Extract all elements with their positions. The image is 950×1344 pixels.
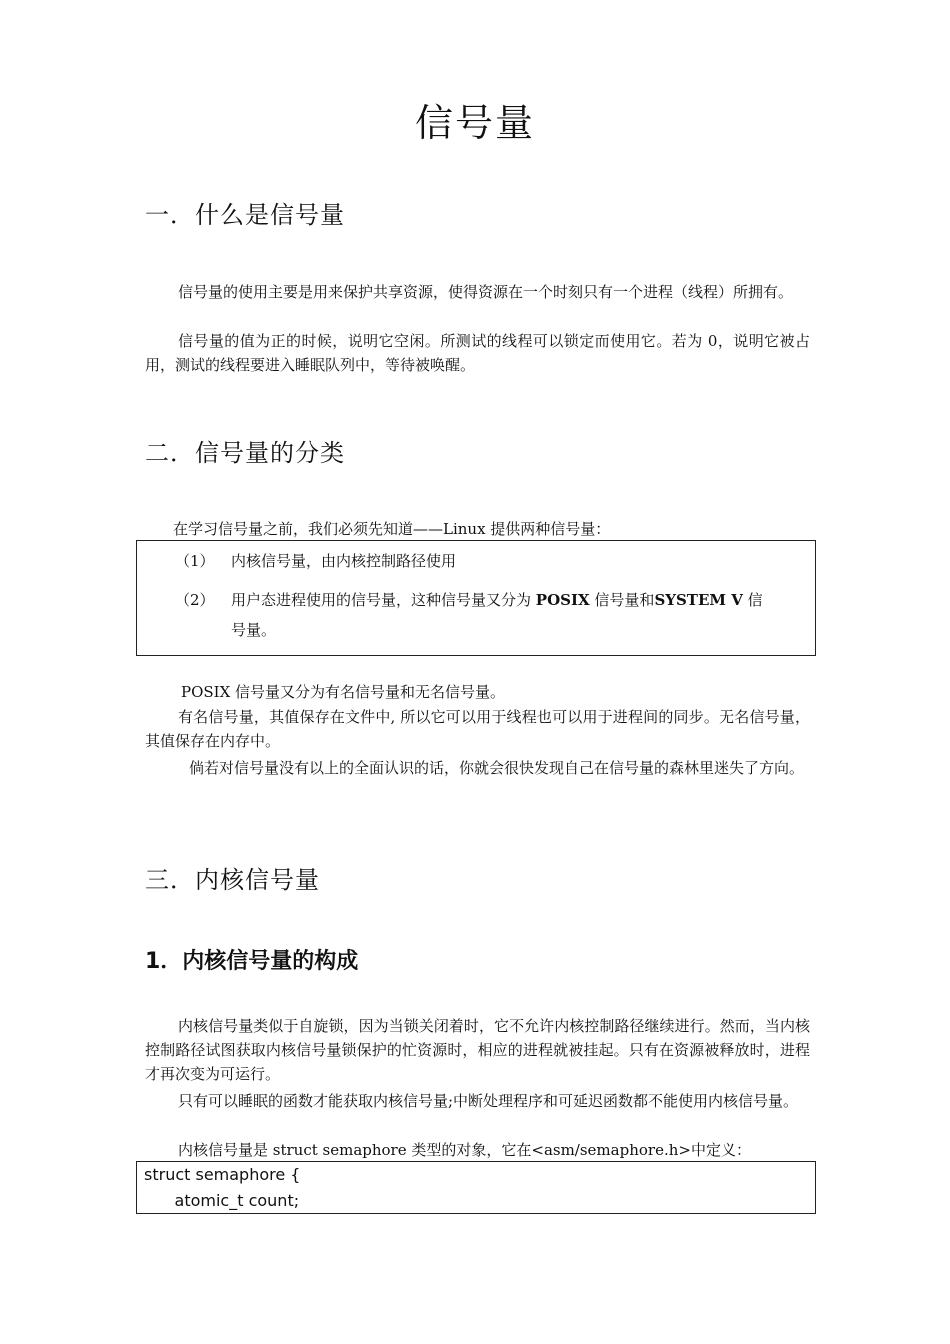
paragraph: 内核信号量是 struct semaphore 类型的对象，它在<asm/semaphore.h>中定义： [178,1141,751,1159]
paragraph: 有名信号量，其值保存在文件中, 所以它可以用于线程也可以用于进程间的同步。无名信号量，其值保存在内存中。 [145,708,810,750]
systemv-term: SYSTEM V [654,591,743,609]
list-number: （2） [175,591,215,609]
section-heading-3: 三．内核信号量 [145,866,320,894]
list-text: 内核信号量，由内核控制路径使用 [231,552,457,570]
paragraph: 倘若对信号量没有以上的全面认识的话，你就会很快发现自己在信号量的森林里迷失了方向。 [189,759,805,777]
semaphore-type-box [136,540,816,656]
section-heading-1: 一．什么是信号量 [145,201,345,229]
subsection-heading: 1．内核信号量的构成 [145,949,359,974]
posix-term: POSIX [535,591,590,609]
page-title: 信号量 [414,101,535,145]
list-text-continued: 号量。 [231,621,277,639]
code-block [136,1161,816,1214]
paragraph: 信号量的使用主要是用来保护共享资源，使得资源在一个时刻只有一个进程（线程）所拥有。 [178,283,794,301]
code-line: struct semaphore { [144,1165,301,1184]
list-number: （1） [175,552,215,570]
paragraph: 内核信号量类似于自旋锁，因为当锁关闭着时，它不允许内核控制路径继续进行。然而，当内核控制路径试图获取内核信号量锁保护的忙资源时，相应的进程就被挂起。只有在资源被释放时，进程才再次变为可运行。 [145,1017,810,1083]
list-text: 用户态进程使用的信号量，这种信号量又分为 POSIX 信号量和SYSTEM V 信 [231,591,763,609]
paragraph: POSIX 信号量又分为有名信号量和无名信号量。 [181,683,506,701]
section-heading-2: 二．信号量的分类 [145,439,345,467]
paragraph: 信号量的值为正的时候，说明它空闲。所测试的线程可以锁定而使用它。若为 0，说明它被占用，测试的线程要进入睡眠队列中，等待被唤醒。 [145,332,810,374]
code-line: atomic_t count; [144,1191,300,1210]
paragraph: 只有可以睡眠的函数才能获取内核信号量;中断处理程序和可延迟函数都不能使用内核信号量。 [178,1092,799,1110]
paragraph: 在学习信号量之前，我们必须先知道——Linux 提供两种信号量： [173,520,611,538]
